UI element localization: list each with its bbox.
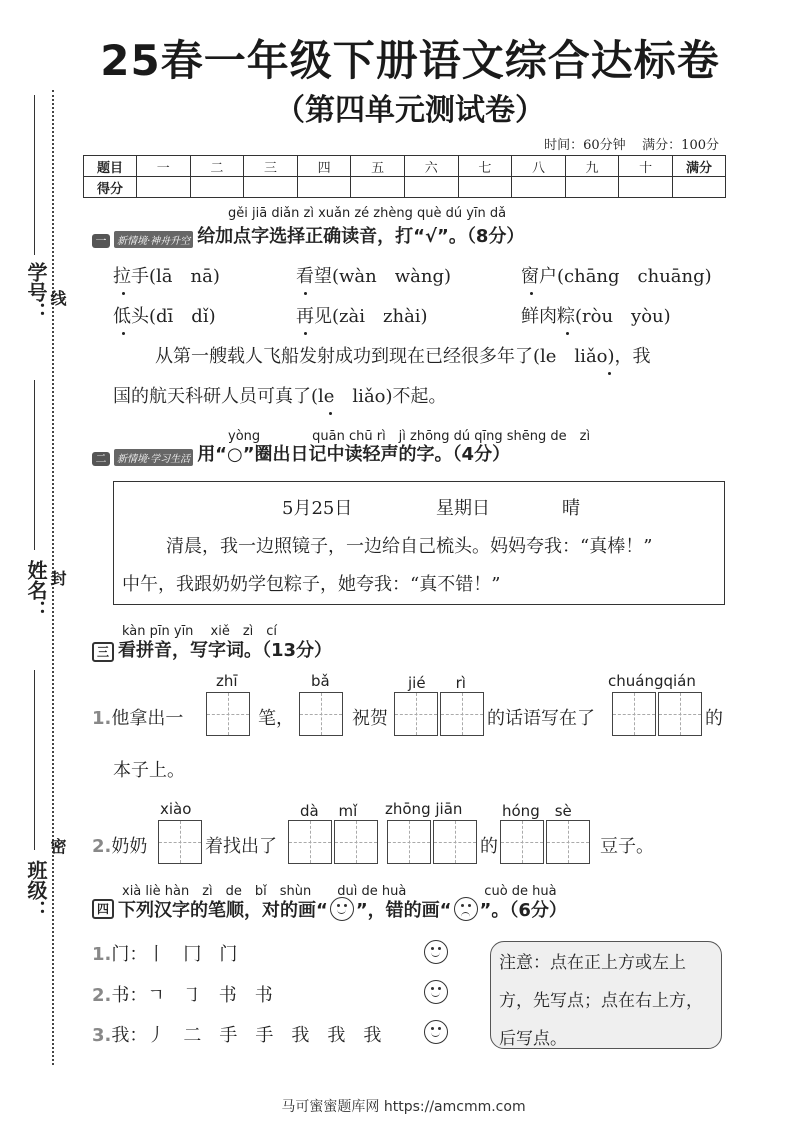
q1-item: 低头(dī dǐ) [113, 306, 216, 327]
sentence-text: 奶奶 [111, 836, 148, 857]
sentence-text: 着找出了 [205, 836, 277, 857]
row-number: 3. [92, 1025, 112, 1046]
score-table-cell: 八 [512, 156, 566, 177]
pinyin-prompt: xiào [160, 800, 192, 818]
q1-pinyin: gěi jiā diǎn zì xuǎn zé zhèng què dú yīn dǎ [228, 206, 507, 221]
close-mark: 密 [48, 838, 67, 854]
score-table-cell: 题目 [84, 156, 137, 177]
writing-grid-box[interactable] [299, 692, 343, 736]
diary-line2[interactable]: 中午，我跟奶奶学包粽子，她夸我：“真不错！” [122, 574, 501, 595]
diary-box [113, 481, 725, 605]
q1-badge: 一 [92, 234, 110, 248]
q3-s2-number: 2. [92, 836, 112, 857]
q1-item: 再见(zài zhài) [296, 306, 428, 327]
exam-meta [544, 134, 719, 153]
name-label: 姓名： [24, 560, 48, 620]
pinyin-prompt: zhōng jiān [385, 800, 463, 818]
score-table-cell: 六 [404, 156, 458, 177]
writing-grid-box[interactable] [500, 820, 544, 864]
smile-face-icon[interactable] [424, 1020, 448, 1044]
emphasis-dot [329, 412, 332, 415]
sentence-text: 祝贺 [352, 708, 388, 729]
emphasis-dot [122, 292, 125, 295]
q4-title-part1: 下列汉字的笔顺，对的画“ [118, 900, 328, 921]
sentence-text: 笔， [258, 708, 294, 729]
exam-full-score: 满分：100分 [642, 138, 719, 153]
q1-heading [92, 222, 524, 248]
pinyin-prompt: zhī [216, 672, 238, 690]
writing-grid-box[interactable] [288, 820, 332, 864]
score-table-cell: 五 [351, 156, 405, 177]
score-table-cell: 得分 [84, 177, 137, 198]
writing-grid-box[interactable] [658, 692, 702, 736]
smile-face-icon[interactable] [424, 940, 448, 964]
student-id-label: 学号： [24, 262, 48, 322]
score-table [83, 155, 726, 198]
q2-context-tag: 新情境·学习生活 [114, 449, 193, 466]
score-input-cell[interactable] [619, 177, 673, 198]
writing-grid-box[interactable] [158, 820, 202, 864]
emphasis-dot [122, 332, 125, 335]
diary-weekday: 星期日 [436, 498, 490, 519]
score-input-cell[interactable] [190, 177, 244, 198]
pinyin-prompt: jié rì [408, 674, 466, 692]
footer-watermark: 马可蜜蜜题库网 https://amcmm.com [281, 1099, 526, 1115]
writing-grid-box[interactable] [433, 820, 477, 864]
name-blank [34, 380, 35, 550]
smile-face-icon[interactable] [424, 980, 448, 1004]
row-number: 1. [92, 944, 112, 965]
sentence-text: 的 [705, 708, 723, 729]
q2-badge: 二 [92, 452, 110, 466]
q1-title: 给加点字选择正确读音，打“√”。（8分） [197, 226, 525, 247]
score-input-cell[interactable] [512, 177, 566, 198]
page-subtitle: （第四单元测试卷） [275, 93, 545, 128]
pinyin-prompt: dà mǐ [300, 802, 358, 820]
q1-paragraph-line1: 从第一艘载人飞船发射成功到现在已经很多年了(le liǎo)，我 [155, 346, 651, 367]
stroke-order-row [92, 1021, 381, 1047]
diary-line1[interactable]: 清晨，我一边照镜子，一边给自己梳头。妈妈夸我：“真棒！” [166, 536, 653, 557]
pinyin-prompt: chuángqián [608, 672, 696, 690]
seal-mark: 封 [48, 570, 67, 586]
sad-face-icon [454, 897, 478, 921]
score-table-cell: 四 [297, 156, 351, 177]
score-input-cell[interactable] [351, 177, 405, 198]
score-table-score-row [84, 177, 726, 198]
emphasis-dot [304, 332, 307, 335]
q1-context-tag: 新情境·神舟升空 [114, 231, 193, 248]
score-table-cell: 七 [458, 156, 512, 177]
q3-heading [92, 636, 332, 662]
diary-date: 5月25日 [282, 498, 353, 519]
row-number: 2. [92, 985, 112, 1006]
q2-title: 用“○”圈出日记中读轻声的字。（4分） [197, 444, 511, 465]
stroke-order-text: 书：ㄱ ㇆ 书 书 [111, 985, 273, 1006]
page-title: 25春一年级下册语文综合达标卷 [100, 36, 720, 85]
q4-title-part3: ”。（6分） [479, 900, 567, 921]
score-table-cell: 三 [244, 156, 298, 177]
q2-heading [92, 440, 510, 466]
writing-grid-box[interactable] [440, 692, 484, 736]
score-input-cell[interactable] [137, 177, 191, 198]
q4-badge: 四 [92, 899, 114, 919]
writing-grid-box[interactable] [394, 692, 438, 736]
student-id-blank [34, 95, 35, 255]
q1-paragraph-line2: 国的航天科研人员可真了(le liǎo)不起。 [113, 386, 447, 407]
note-box: 注意：点在正上方或左上方，先写点；点在右上方，后写点。 [490, 941, 722, 1049]
q1-item: 窗户(chāng chuāng) [521, 266, 712, 287]
q1-item: 看望(wàn wàng) [296, 266, 452, 287]
score-input-cell[interactable] [458, 177, 512, 198]
exam-time: 时间：60分钟 [544, 138, 626, 153]
sentence-text: 的话语写在了 [487, 708, 595, 729]
sentence-text: 他拿出一 [111, 708, 184, 729]
score-input-cell[interactable] [673, 177, 726, 198]
class-label: 班级： [24, 860, 48, 920]
emphasis-dot [304, 292, 307, 295]
line-mark: 线 [48, 290, 67, 306]
emphasis-dot [608, 372, 611, 375]
score-input-cell[interactable] [297, 177, 351, 198]
sentence-text: 的 [480, 836, 498, 857]
writing-grid-box[interactable] [206, 692, 250, 736]
q1-item: 鲜肉粽(ròu yòu) [521, 306, 671, 327]
emphasis-dot [566, 332, 569, 335]
score-table-cell: 二 [190, 156, 244, 177]
q3-title: 看拼音，写字词。（13分） [118, 640, 333, 661]
q3-badge: 三 [92, 642, 114, 662]
q4-title-part2: ”，错的画“ [355, 900, 452, 921]
score-input-cell[interactable] [404, 177, 458, 198]
stroke-order-text: 门：丨 冂 门 [111, 944, 238, 965]
smile-face-icon [330, 897, 354, 921]
writing-grid-box[interactable] [387, 820, 431, 864]
q3-s1-line [92, 704, 183, 730]
stroke-order-text: 我：丿 二 手 手 我 我 我 [111, 1025, 382, 1046]
stroke-order-row [92, 981, 273, 1007]
q3-s1-number: 1. [92, 708, 112, 729]
score-table-cell: 十 [619, 156, 673, 177]
q1-item: 拉手(lā nā) [113, 266, 220, 287]
sentence-text: 豆子。 [600, 836, 654, 857]
q2-pinyin: yòng quān chū rì jì zhōng dú qīng shēng de zì [228, 429, 591, 444]
pinyin-prompt: bǎ [311, 672, 330, 690]
score-input-cell[interactable] [565, 177, 619, 198]
diary-weather: 晴 [562, 498, 580, 519]
score-input-cell[interactable] [244, 177, 298, 198]
score-table-cell: 满分 [673, 156, 726, 177]
q4-heading [92, 896, 567, 922]
writing-grid-box[interactable] [546, 820, 590, 864]
writing-grid-box[interactable] [334, 820, 378, 864]
writing-grid-box[interactable] [612, 692, 656, 736]
pinyin-prompt: hóng sè [502, 802, 572, 820]
stroke-order-row [92, 940, 237, 966]
sentence-text: 本子上。 [113, 760, 185, 781]
score-table-header-row [84, 156, 726, 177]
q3-pinyin: kàn pīn yīn xiě zì cí [122, 624, 278, 639]
score-table-cell: 一 [137, 156, 191, 177]
q3-s2-line [92, 832, 147, 858]
q4-pinyin: xià liè hàn zì de bǐ shùn duì de huà cuò de huà [122, 884, 557, 899]
emphasis-dot [530, 292, 533, 295]
class-blank [34, 670, 35, 850]
score-table-cell: 九 [565, 156, 619, 177]
